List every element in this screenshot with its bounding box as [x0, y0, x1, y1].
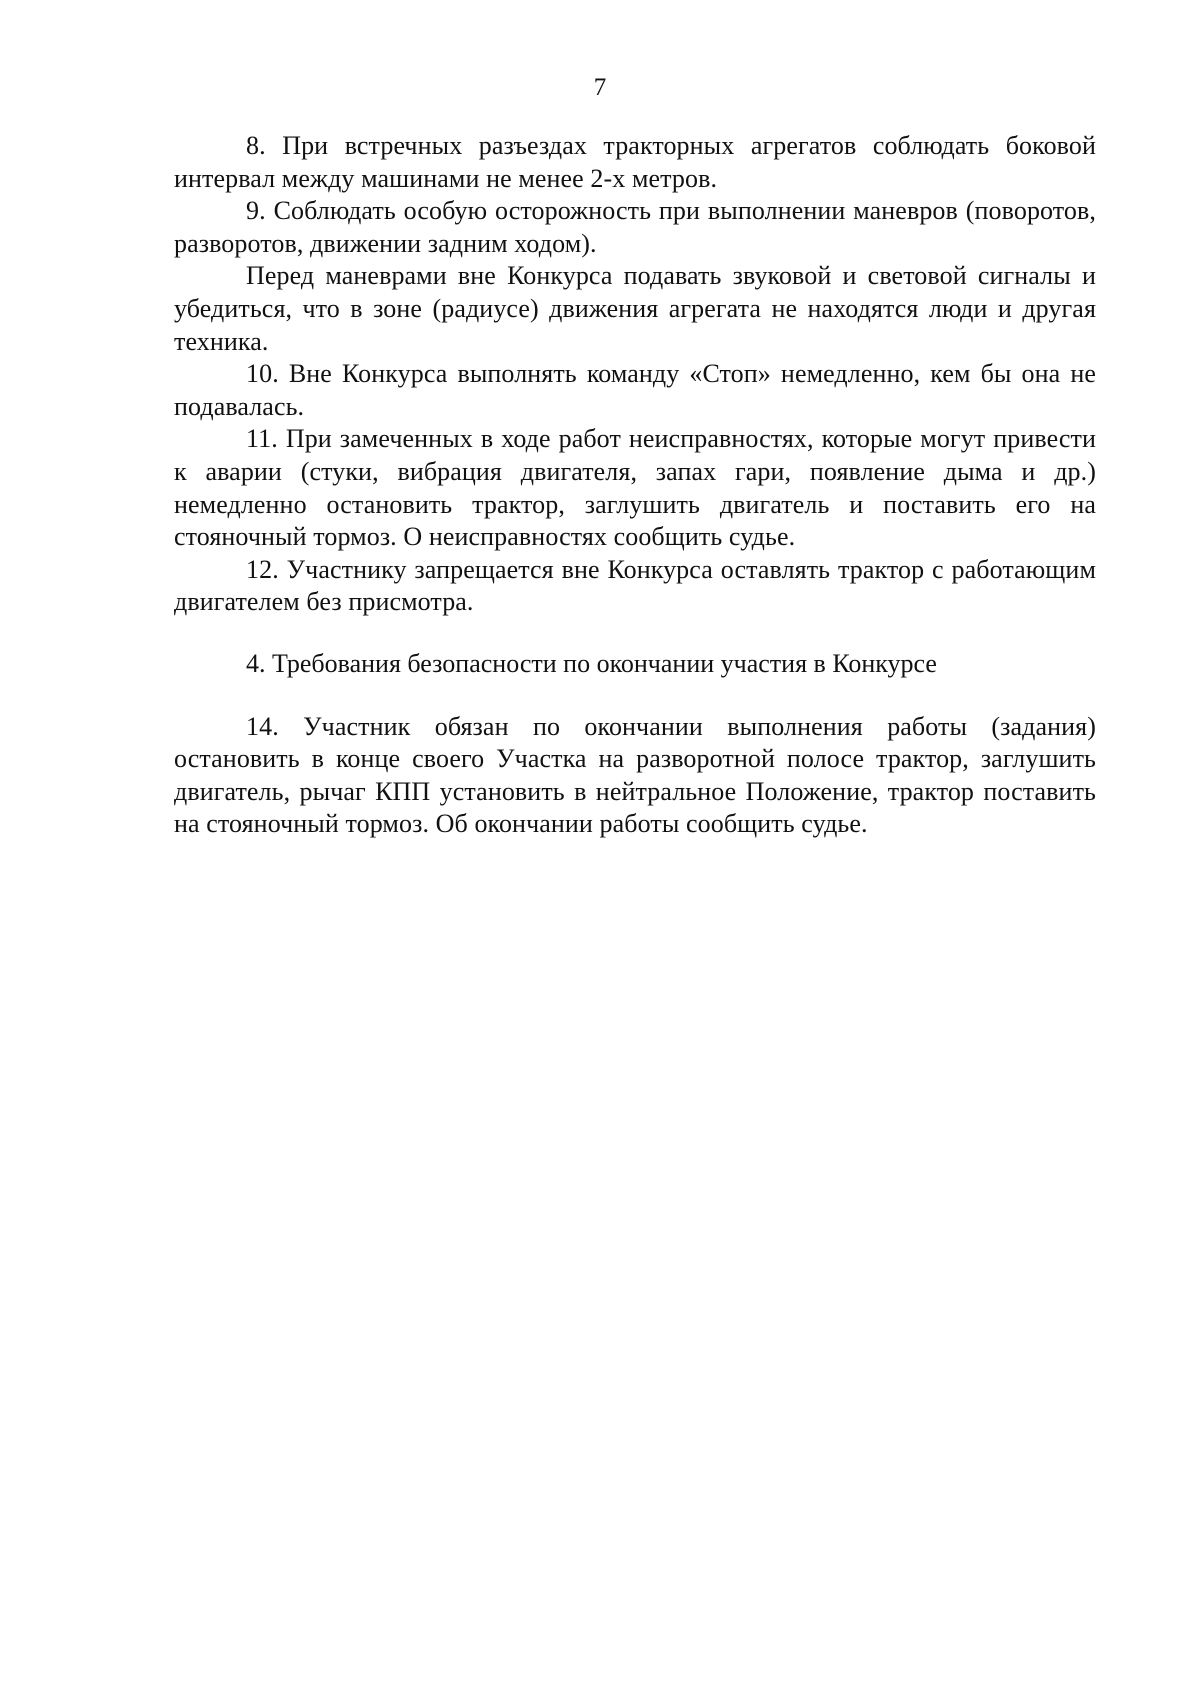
paragraph-item-12: 12. Участнику запрещается вне Конкурса оставлять трактор с работающим двигателем без присмотра. [174, 554, 1096, 617]
paragraph-item-10: 10. Вне Конкурса выполнять команду «Стоп» немедленно, кем бы она не подавалась. [174, 359, 1096, 421]
paragraph-item-11: 11. При замеченных в ходе работ неисправностях, которые могут привести к аварии (стуки, вибрация двигателя, запах гари, появление дыма и др.) немедленно остановить трактор, заглушить двигатель и поставить его на стояночный тормоз. О неисправностях сообщить судье. [174, 424, 1096, 552]
page-number: 7 [593, 74, 607, 101]
paragraph-maneuver-signals: Перед маневрами вне Конкурса подавать звуковой и световой сигналы и убедиться, что в зоне (радиусе) движения агрегата не находятся люди и другая техника. [174, 261, 1096, 356]
document-body [174, 130, 1096, 841]
paragraph-item-9: 9. Соблюдать особую осторожность при выполнении маневров (поворотов, разворотов, движении задним ходом). [174, 196, 1096, 258]
paragraph-item-8: 8. При встречных разъездах тракторных агрегатов соблюдать боковой интервал между машинами не менее 2-х метров. [174, 131, 1096, 193]
paragraph-item-14: 14. Участник обязан по окончании выполнения работы (задания) остановить в конце своего Участка на разворотной полосе трактор, заглушить двигатель, рычаг КПП установить в нейтральное Положение, трактор поставить на стояночный тормоз. Об окончании работы сообщить судье. [174, 711, 1096, 839]
section-heading: 4. Требования безопасности по окончании участия в Конкурсе [246, 648, 937, 678]
